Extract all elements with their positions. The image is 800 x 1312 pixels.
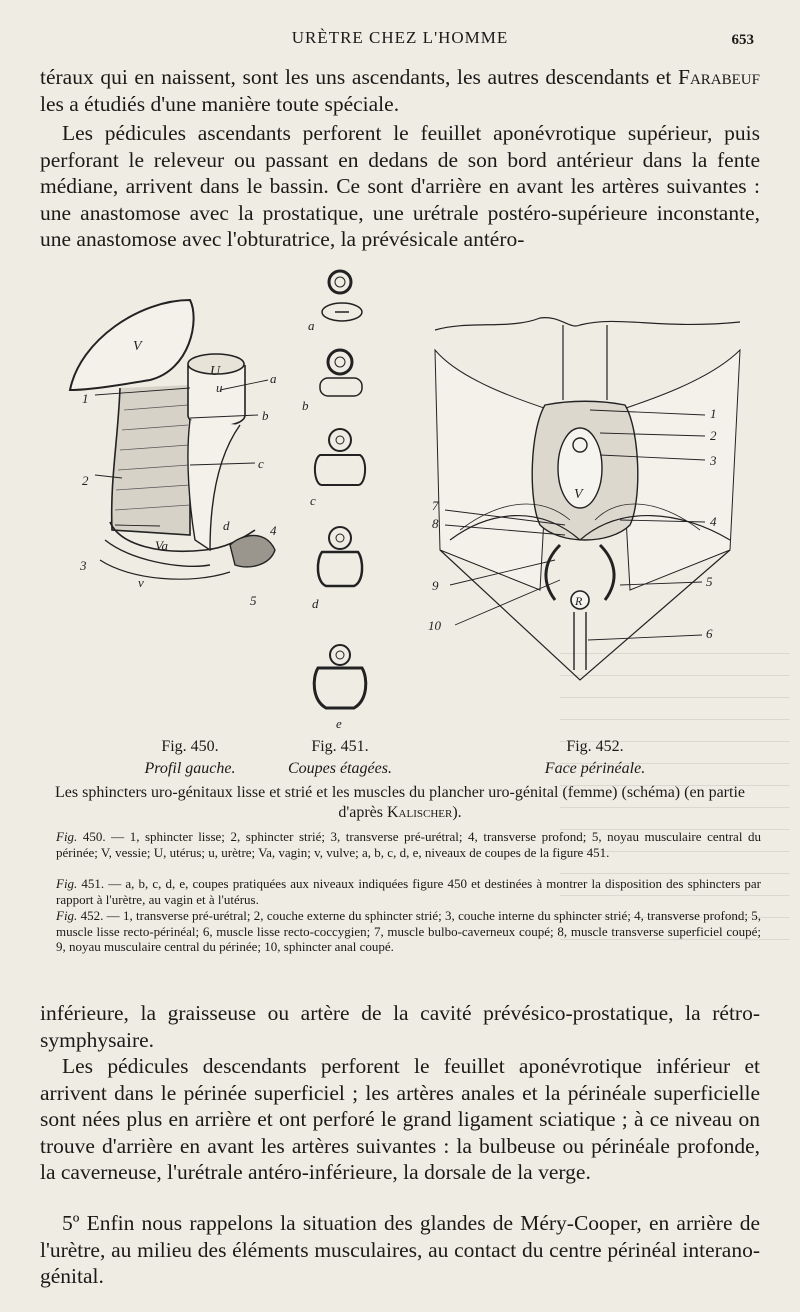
fig450-label-b: b bbox=[262, 408, 269, 423]
fig450-label-U: U bbox=[210, 364, 221, 379]
fig450-label-v: v bbox=[138, 575, 144, 590]
fig450-label-2: 2 bbox=[82, 473, 89, 488]
anatomical-figures bbox=[40, 260, 770, 740]
caption-author: Kalischer bbox=[386, 804, 453, 821]
legend-text: 452. — 1, transverse pré-urétral; 2, couche externe du sphincter strié; 3, couche interne du sphincter strié; 4, transverse profond; 5, muscle lisse recto-périnéal; 6, muscle lisse recto-coccygien; 7, muscle bulbo-caverneux coupé; 8, muscle transverse superficiel coupé; 9, noyau musculaire central du périnée; 10, sphincter anal coupé. bbox=[56, 908, 761, 954]
fig451-label-c: c bbox=[310, 493, 316, 508]
paragraph-continuation bbox=[40, 64, 760, 117]
running-title: URÈTRE CHEZ L'HOMME bbox=[291, 28, 509, 47]
fig451-label-a: a bbox=[308, 318, 315, 333]
fig452-label-3: 3 bbox=[710, 453, 717, 468]
fig450-label-3: 3 bbox=[80, 558, 87, 573]
fig451-label-d: d bbox=[312, 596, 319, 611]
fig452-title: Face périnéale. bbox=[544, 760, 646, 777]
paragraph-continuation-2: inférieure, la graisseuse ou artère de la cavité prévésico-prostatique, la rétro-symphysaire. bbox=[40, 1001, 760, 1052]
fig450-label-4: 4 bbox=[270, 523, 277, 538]
figure-450-drawing bbox=[70, 300, 277, 608]
fig452-label-2: 2 bbox=[710, 428, 717, 443]
fig450-title: Profil gauche. bbox=[144, 760, 236, 777]
paragraph-mery-cooper: 5º Enfin nous rappelons la situation des glandes de Méry-Cooper, en arrière de l'urètre, au milieu des éléments musculaires, au contact du centre périnéal interano-génital. bbox=[40, 1211, 760, 1289]
fig452-label-8: 8 bbox=[432, 516, 439, 531]
fig452-label-6: 6 bbox=[706, 626, 713, 641]
legend-lead: Fig. bbox=[56, 829, 78, 844]
legend-lead: Fig. bbox=[56, 876, 78, 891]
paragraph-ascending-pedicles: Les pédicules ascendants perforent le feuillet aponévrotique supérieur, puis perforant le releveur ou passant en dedans de son bord antérieur dans la fente médiane, arrivent dans le bassin. Ce sont d'arrière en avant les artères suivantes : une anastomose avec la prostatique, une urétrale postéro-supérieure inconstante, une anastomose avec l'obturatrice, la prévésicale antéro- bbox=[40, 121, 760, 252]
fig452-label-R: R bbox=[575, 594, 583, 608]
fig452-label-9: 9 bbox=[432, 578, 439, 593]
legend-text: 450. — 1, sphincter lisse; 2, sphincter strié; 3, transverse pré-urétral; 4, transverse profond; 5, noyau musculaire central du périnée; V, vessie; U, utérus; u, urètre; Va, vagin; v, vulve; a, b, c, d, e, niveaux de coupes de la figure 451. bbox=[56, 829, 761, 860]
fig450-label-V: V bbox=[133, 339, 142, 354]
author-name: Farabeuf bbox=[678, 65, 760, 89]
paragraph-text: téraux qui en naissent, sont les uns ascendants, les autres descendants et bbox=[40, 65, 672, 89]
fig451-title: Coupes étagées. bbox=[288, 760, 392, 777]
legend-451 bbox=[56, 876, 761, 907]
fig450-label-Va: Va bbox=[155, 538, 168, 553]
fig452-label-5: 5 bbox=[706, 574, 713, 589]
fig450-label-d: d bbox=[223, 518, 230, 533]
paragraph-descending-pedicles: Les pédicules descendants perforent le feuillet aponévrotique inférieur et arrivent dans le périnée superficiel ; les artères anales et la périnéale superficielle sont nées plus en arrière et ont perforé le grand ligament sciatique ; à ce niveau on trouve d'arrière en avant les artères suivantes : la bulbeuse ou périnéale profonde, la caverneuse, l'urétrale antéro-inférieure, la dorsale de la verge. bbox=[40, 1054, 760, 1185]
legend-lead: Fig. bbox=[56, 908, 78, 923]
caption-text-end: ). bbox=[452, 804, 462, 821]
fig452-number: Fig. 452. bbox=[566, 738, 624, 755]
fig451-label-b: b bbox=[302, 398, 309, 413]
fig450-label-5: 5 bbox=[250, 593, 257, 608]
fig450-label-u: u bbox=[216, 380, 223, 395]
legend-450 bbox=[56, 829, 761, 860]
fig452-label-4: 4 bbox=[710, 514, 717, 529]
fig451-label-e: e bbox=[336, 716, 342, 731]
caption-text: Les sphincters uro-génitaux lisse et strié et les muscles du plancher uro-génital (femme) (schéma) (en partie d'après bbox=[55, 784, 745, 821]
figure-451-drawing bbox=[302, 271, 366, 731]
fig450-label-1: 1 bbox=[82, 391, 89, 406]
fig452-label-1: 1 bbox=[710, 406, 717, 421]
figure-caption bbox=[50, 783, 750, 823]
page-number: 653 bbox=[731, 32, 754, 48]
fig452-label-10: 10 bbox=[428, 618, 441, 633]
legend-452 bbox=[56, 908, 761, 955]
figure-group bbox=[40, 260, 770, 740]
figure-452-drawing bbox=[428, 318, 740, 680]
fig450-label-c: c bbox=[258, 456, 264, 471]
fig450-number: Fig. 450. bbox=[161, 738, 219, 755]
fig450-label-a: a bbox=[270, 371, 277, 386]
fig451-number: Fig. 451. bbox=[311, 738, 369, 755]
paragraph-text: les a étudiés d'une manière toute spéciale. bbox=[40, 91, 400, 116]
legend-text: 451. — a, b, c, d, e, coupes pratiquées aux niveaux indiquées figure 450 et destinées à montrer la disposition des sphincters par rapport à l'urètre, au vagin et à l'utérus. bbox=[56, 876, 761, 907]
fig452-label-V: V bbox=[574, 487, 583, 502]
fig452-label-7: 7 bbox=[432, 498, 439, 513]
